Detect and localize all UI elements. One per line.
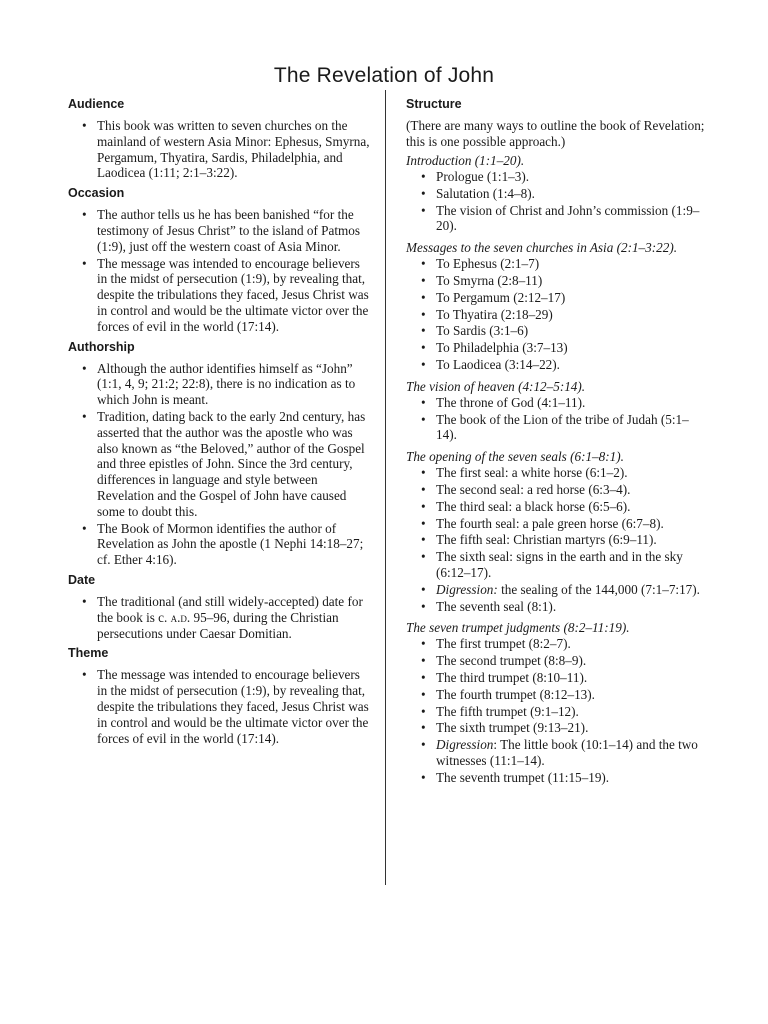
list-item [436, 340, 706, 356]
list-item-text: To Ephesus (2:1–7) [436, 256, 540, 272]
outline-group-title: The opening of the seven seals (6:1–8:1). [406, 449, 624, 465]
list-item [436, 516, 706, 532]
list-item: • Tradition, dating back to the early 2nd century, has asserted that the author was the apostle who was also known as “the Beloved,” author of the Gospel and three epistles of John. Since the 3rd century, differences in language and style between Revelation and the Gospel of John have caused some to doubt this. [97, 409, 370, 520]
list-item: • The message was intended to encourage believers in the midst of persecution (1:9), by revealing that, despite the tribulations they faced, Jesus Christ was in control and would be the ultimate victor over the forces of evil in the world (17:14). [97, 256, 370, 335]
list-item [436, 412, 706, 444]
outline-group-list [406, 395, 706, 443]
list-item [436, 256, 706, 272]
list-item [436, 203, 706, 235]
list-item [436, 499, 706, 515]
list-item-text: The fifth trumpet (9:1–12). [436, 703, 579, 719]
list-item [436, 357, 706, 373]
outline-group-title: Introduction (1:1–20). [406, 153, 525, 168]
outline-group-title: Messages to the seven churches in Asia (2:1–3:22). [406, 240, 678, 256]
page-title: The Revelation of John [273, 64, 495, 87]
outline-group-list [406, 636, 706, 785]
list-item-text: To Sardis (3:1–6) [436, 323, 529, 339]
list-item [436, 599, 706, 615]
list-item-text: The seventh trumpet (11:15–19). [436, 769, 610, 785]
date-section [68, 572, 370, 641]
list-item-text: The vision of Christ and John’s commission (1:9–20). [436, 202, 700, 234]
list-item [436, 532, 706, 548]
date-text-post: 95–96, during the Christian persecutions under Caesar Domitian. [97, 609, 339, 641]
list-item [436, 482, 706, 498]
outline-group-title: The vision of heaven (4:12–5:14). [406, 378, 586, 394]
list-item-text: The third seal: a black horse (6:5–6). [436, 498, 631, 514]
list-item [436, 670, 706, 686]
audience-heading: Audience [68, 97, 125, 111]
structure-note: (There are many ways to outline the book of Revelation; this is one possible approach.) [406, 118, 705, 149]
list-item [436, 186, 706, 202]
list-item [436, 636, 706, 652]
list-item-text: The seventh seal (8:1). [436, 598, 557, 614]
column-divider [385, 90, 386, 885]
list-item [436, 465, 706, 481]
list-item: • Although the author identifies himself as “John” (1:1, 4, 9; 21:2; 22:8), there is no indication as to which John is meant. [97, 361, 370, 408]
era-abbrev: a.d. [170, 609, 191, 625]
list-item [436, 549, 706, 581]
list-item-text: To Thyatira (2:18–29) [436, 306, 553, 322]
list-item [436, 704, 706, 720]
authorship-heading: Authorship [68, 339, 135, 354]
audience-section [68, 96, 370, 181]
list-item-text: The first trumpet (8:2–7). [436, 636, 571, 652]
list-item-text: The sixth seal: signs in the earth and in the sky (6:12–17). [436, 549, 683, 580]
structure-heading: Structure [406, 97, 462, 111]
list-item-text: : The little book (10:1–14) and the two witnesses (11:1–14). [436, 737, 698, 768]
list-item-text: The second seal: a red horse (6:3–4). [436, 481, 631, 497]
list-item: • The message was intended to encourage believers in the midst of persecution (1:9), by revealing that, despite the tribulations they faced, Jesus Christ was in control and would be the ultimate victor over the forces of evil in the world (17:14). [97, 667, 370, 746]
list-item [436, 687, 706, 703]
list-item [436, 395, 706, 411]
list-item [436, 323, 706, 339]
list-item: • This book was written to seven churches on the mainland of western Asia Minor: Ephesus, Smyrna, Pergamum, Thyatira, Sardis, Philadelphia, and Laodicea (1:11; 2:1–3:22). [97, 118, 370, 181]
occasion-list [68, 207, 370, 334]
list-item [436, 770, 706, 786]
date-heading: Date [68, 572, 96, 587]
list-item-text: To Pergamum (2:12–17) [436, 289, 566, 305]
list-item: • The Book of Mormon identifies the author of Revelation as John the apostle (1 Nephi 14:18–27; cf. Ether 4:16). [97, 521, 370, 568]
theme-list [68, 667, 370, 746]
list-item-text: The first seal: a white horse (6:1–2). [436, 465, 628, 481]
list-item-text: To Philadelphia (3:7–13) [436, 340, 568, 356]
digression-label: Digression: [436, 581, 498, 597]
theme-section [68, 645, 370, 746]
list-item: • The author tells us he has been banished “for the testimony of Jesus Christ” to the island of Patmos (1:9), just off the western coast of Asia Minor. [97, 207, 370, 254]
list-item-text: Salutation (1:4–8). [436, 185, 535, 201]
digression-label: Digression [436, 737, 494, 753]
outline-group-title: The seven trumpet judgments (8:2–11:19). [406, 620, 630, 636]
structure-outline [406, 153, 706, 786]
occasion-section [68, 185, 370, 334]
list-item-text: Prologue (1:1–3). [436, 169, 530, 184]
authorship-list [68, 361, 370, 568]
list-item-text: The fourth seal: a pale green horse (6:7–8). [436, 515, 664, 531]
outline-group-list [406, 465, 706, 614]
outline-group-list [406, 256, 706, 373]
audience-list [68, 118, 370, 181]
list-item-text: The throne of God (4:1–11). [436, 394, 586, 410]
occasion-heading: Occasion [68, 186, 125, 201]
list-item-text: The book of the Lion of the tribe of Judah (5:1–14). [436, 411, 689, 443]
list-item-text: The fourth trumpet (8:12–13). [436, 686, 595, 702]
list-item-text: The third trumpet (8:10–11). [436, 669, 588, 685]
outline-group-list [406, 169, 706, 234]
list-item-text: The second trumpet (8:8–9). [436, 653, 587, 669]
list-item-text: To Laodicea (3:14–22). [436, 356, 560, 372]
list-item [436, 307, 706, 323]
left-column [68, 96, 370, 750]
authorship-section [68, 339, 370, 568]
list-item-text: To Smyrna (2:8–11) [436, 272, 543, 288]
date-list [68, 594, 370, 641]
right-column [406, 96, 706, 787]
list-item [436, 169, 706, 185]
date-text-pre: The traditional (and still widely-accepted) date for the book is c. [97, 593, 363, 625]
list-item [97, 594, 370, 641]
list-item [436, 720, 706, 736]
list-item-text: The sixth trumpet (9:13–21). [436, 720, 589, 736]
list-item-text: The fifth seal: Christian martyrs (6:9–11). [436, 532, 657, 548]
list-item [436, 582, 706, 598]
theme-heading: Theme [68, 646, 109, 661]
list-item [436, 273, 706, 289]
list-item-text: the sealing of the 144,000 (7:1–7:17). [497, 581, 700, 597]
list-item [436, 737, 706, 769]
list-item [436, 653, 706, 669]
list-item [436, 290, 706, 306]
